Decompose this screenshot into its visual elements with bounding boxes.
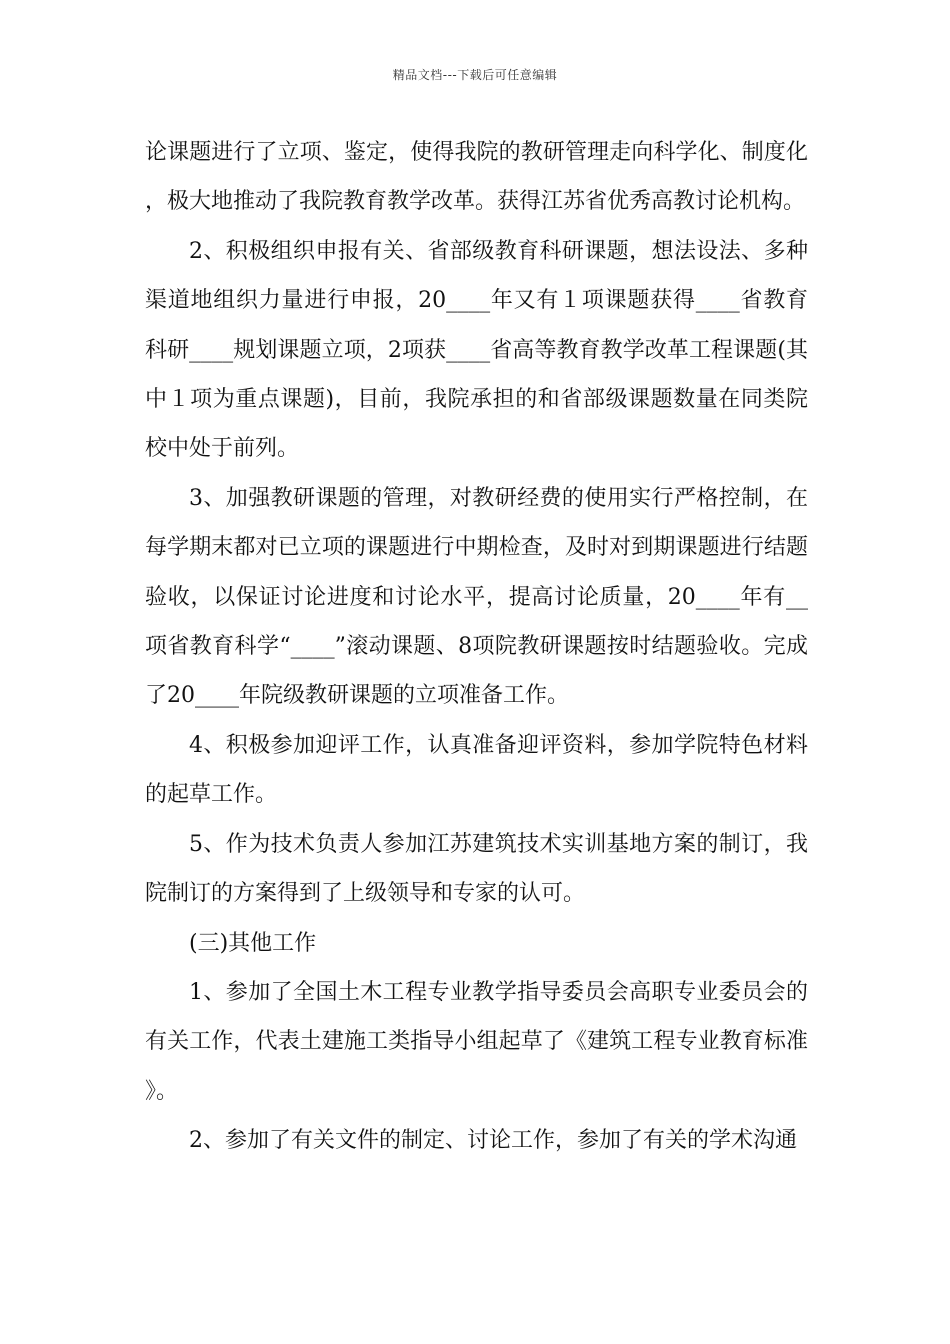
paragraph-item-2: 2、积极组织申报有关、省部级教育科研课题，想法设法、多种渠道地组织力量进行申报，20____年又有１项课题获得____省教育科研____规划课题立项，2项获____省高等教育教学改革工程课题(其中１项为重点课题)，目前，我院承担的和省部级课题数量在同类院校中处于前列。: [145, 238, 808, 462]
paragraph-item-4: 4、积极参加迎评工作，认真准备迎评资料，参加学院特色材料的起草工作。: [145, 732, 808, 808]
paragraph-item-5: 5、作为技术负责人参加江苏建筑技术实训基地方案的制订，我院制订的方案得到了上级领导和专家的认可。: [145, 831, 808, 907]
paragraph-other-1: 1、参加了全国土木工程专业教学指导委员会高职专业委员会的有关工作，代表土建施工类指导小组起草了《建筑工程专业教育标准》。: [145, 979, 808, 1104]
paragraph-continued: 论课题进行了立项、鉴定，使得我院的教研管理走向科学化、制度化，极大地推动了我院教育教学改革。获得江苏省优秀高教讨论机构。: [145, 140, 808, 215]
paragraph-item-3: 3、加强教研课题的管理，对教研经费的使用实行严格控制，在每学期末都对已立项的课题进行中期检查，及时对到期课题进行结题验收，以保证讨论进度和讨论水平，提高讨论质量，20____年有__项省教育科学“____”滚动课题、8项院教研课题按时结题验收。完成了20____年院级教研课题的立项准备工作。: [145, 485, 808, 709]
paragraph-other-2: 2、参加了有关文件的制定、讨论工作，参加了有关的学术沟通: [189, 1128, 797, 1154]
document-body: [145, 128, 808, 1166]
section-heading-other-work: (三)其他工作: [189, 930, 317, 956]
page-header: 精品文档---下载后可任意编辑: [392, 68, 558, 82]
